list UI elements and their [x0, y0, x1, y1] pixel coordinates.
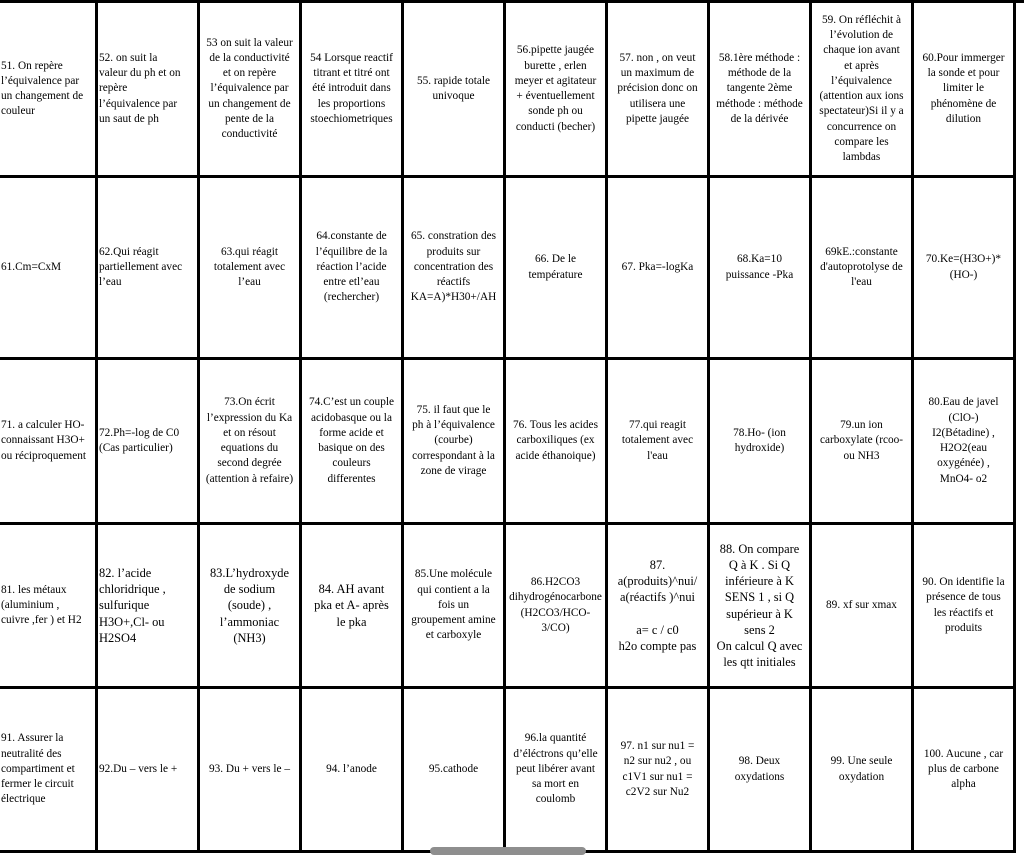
cell-67-text: 67. Pka=-logKa — [621, 260, 694, 273]
cell-76 — [506, 360, 608, 525]
cell-93-text: 93. Du + vers le – — [208, 762, 291, 775]
cell-89 — [812, 525, 914, 689]
cell-61 — [0, 178, 98, 360]
cell-100-text: 100. Aucune , car plus de carbone alpha — [923, 747, 1004, 791]
cell-72 — [98, 360, 200, 525]
cell-88-text: 88. On compare Q à K . Si Q inférieure à K SENS 1 , si Q supérieur à K sens 2 On calcul Q avec les qtt initiales — [716, 542, 803, 669]
cell-78-text: 78.Ho- (ion hydroxide) — [733, 426, 786, 454]
cell-88 — [710, 525, 812, 689]
cell-55-text: 55. rapide totale univoque — [416, 74, 491, 102]
cell-60-text: 60.Pour immerger la sonde et pour limiter le phénomène de dilution — [922, 51, 1005, 125]
cell-73 — [200, 360, 302, 525]
cell-78 — [710, 360, 812, 525]
cell-85-text: 85.Une molécule qui contient a la fois un groupement amine et carboxyle — [411, 568, 496, 642]
cell-70-text: 70.Ke=(H3O+)* (HO-) — [925, 253, 1002, 281]
cell-58 — [710, 3, 812, 178]
cell-51-text: 51. On repère l’équivalence par un changement de couleur — [1, 59, 84, 118]
cell-92-text: 92.Du – vers le + — [99, 762, 178, 775]
cell-58-text: 58.1ère méthode : méthode de la tangente 2ème méthode : méthode de la dérivée — [716, 51, 803, 125]
cell-93 — [200, 689, 302, 853]
cell-60 — [914, 3, 1016, 178]
cell-96 — [506, 689, 608, 853]
cell-66 — [506, 178, 608, 360]
cell-95 — [404, 689, 506, 853]
cell-81-text: 81. les métaux (aluminium , cuivre ,fer ) et H2 — [1, 583, 82, 627]
cell-56-text: 56.pipette jaugée burette , erlen meyer et agitateur + éventuellement sonde ph ou conducti (becher) — [514, 44, 597, 133]
cell-99 — [812, 689, 914, 853]
cell-69-text: 69kE.:constante d'autoprotolyse de l'eau — [820, 245, 903, 289]
cell-96-text: 96.la quantité d’éléctrons qu’elle peut libérer avant sa mort en coulomb — [513, 732, 598, 806]
cell-84-text: 84. AH avant pka et A- après le pka — [314, 582, 389, 629]
cell-67 — [608, 178, 710, 360]
cell-87 — [608, 525, 710, 689]
cell-68-text: 68.Ka=10 puissance -Pka — [725, 253, 794, 281]
cell-69 — [812, 178, 914, 360]
cell-82-text: 82. l’acide chloridrique , sulfurique H3O+,Cl- ou H2SO4 — [99, 566, 166, 645]
cell-81 — [0, 525, 98, 689]
cell-84 — [302, 525, 404, 689]
cell-65-text: 65. constration des produits sur concentration des réactifs KA=A)*H30+/AH — [410, 230, 497, 304]
cell-79 — [812, 360, 914, 525]
cell-79-text: 79.un ion carboxylate (rcoo- ou NH3 — [819, 419, 904, 462]
cell-75 — [404, 360, 506, 525]
cell-61-text: 61.Cm=CxM — [1, 260, 62, 273]
cell-100 — [914, 689, 1016, 853]
cell-51 — [0, 3, 98, 178]
cell-63-text: 63.qui réagit totalement avec l’eau — [213, 245, 286, 289]
cell-64 — [302, 178, 404, 360]
cell-86-text: 86.H2CO3 dihydrogénocarbone (H2CO3/HCO-3/CO) — [509, 576, 602, 634]
cell-83-text: 83.L’hydroxyde de sodium (soude) , l’ammoniac (NH3) — [209, 566, 290, 645]
cell-52-text: 52. on suit la valeur du ph et on repère l’équivalence par un saut de ph — [99, 51, 181, 125]
cell-74-text: 74.C’est un couple acidobasque ou la forme acide et basique on des couleurs differentes — [308, 396, 395, 485]
cell-90-text: 90. On identifie la présence de tous les réactifs et produits — [922, 576, 1005, 634]
cell-94-text: 94. l’anode — [326, 762, 377, 775]
cell-54 — [302, 3, 404, 178]
cell-85 — [404, 525, 506, 689]
cell-59 — [812, 3, 914, 178]
cell-52 — [98, 3, 200, 178]
cell-89-text: 89. xf sur xmax — [826, 598, 897, 611]
cell-62 — [98, 178, 200, 360]
cell-55 — [404, 3, 506, 178]
cell-83 — [200, 525, 302, 689]
cell-73-text: 73.On écrit l’expression du Ka et on résout equations du second degrée (attention à refaire) — [205, 396, 294, 485]
cell-95-text: 95.cathode — [428, 762, 479, 775]
cell-94 — [302, 689, 404, 853]
cell-68 — [710, 178, 812, 360]
cell-56 — [506, 3, 608, 178]
cell-72-text: 72.Ph=-log de C0 (Cas particulier) — [99, 426, 180, 454]
cell-97 — [608, 689, 710, 853]
cell-98-text: 98. Deux oxydations — [734, 755, 785, 783]
cell-90 — [914, 525, 1016, 689]
cell-65 — [404, 178, 506, 360]
cell-59-text: 59. On réfléchit à l’évolution de chaque ion avant et après l’équivalence (attention aux ions spectateur)Si il y a concurrence on compare les lambdas — [819, 13, 904, 163]
cell-64-text: 64.constante de l’équilibre de la réaction l’acide entre etl’eau (rechercher) — [315, 230, 388, 304]
cell-77-text: 77.qui reagit totalement avec l'eau — [621, 419, 694, 462]
cell-54-text: 54 Lorsque reactif titrant et titré ont été introduit dans les proportions stoechiometriques — [310, 51, 393, 125]
cell-74 — [302, 360, 404, 525]
cell-53 — [200, 3, 302, 178]
cell-92 — [98, 689, 200, 853]
cell-57-text: 57. non , on veut un maximum de précision donc on utilisera une pipette jaugée — [617, 51, 698, 125]
cell-66-text: 66. De le température — [528, 253, 583, 281]
cell-80-text: 80.Eau de javel (ClO-) I2(Bétadine) , H2O2(eau oxygénée) , MnO4- o2 — [928, 396, 999, 485]
cell-91-text: 91. Assurer la neutralité des compartiment et fermer le circuit électrique — [1, 732, 75, 806]
cell-77 — [608, 360, 710, 525]
cell-63 — [200, 178, 302, 360]
cell-71 — [0, 360, 98, 525]
cell-62-text: 62.Qui réagit partiellement avec l’eau — [99, 245, 183, 289]
cell-75-text: 75. il faut que le ph à l’équivalence (courbe) correspondant à la zone de virage — [412, 403, 495, 477]
cell-87-text: 87. a(produits)^nui/ a(réactifs )^nui a= c / c0 h2o compte pas — [617, 558, 698, 653]
cell-53-text: 53 on suit la valeur de la conductivité et on repère l’équivalence par un changement de pente de la conductivité — [206, 36, 293, 141]
horizontal-scrollbar-thumb[interactable] — [430, 847, 586, 855]
cell-70 — [914, 178, 1016, 360]
cell-71-text: 71. a calculer HO- connaissant H3O+ ou réciproquement — [1, 419, 87, 462]
cell-80 — [914, 360, 1016, 525]
cell-86 — [506, 525, 608, 689]
cell-91 — [0, 689, 98, 853]
cell-97-text: 97. n1 sur nu1 = n2 sur nu2 , ou c1V1 sur nu1 = c2V2 sur Nu2 — [620, 740, 695, 798]
cell-99-text: 99. Une seule oxydation — [830, 755, 893, 783]
cell-98 — [710, 689, 812, 853]
cell-76-text: 76. Tous les acides carboxiliques (ex acide éthanoique) — [513, 419, 598, 462]
cell-57 — [608, 3, 710, 178]
cell-82 — [98, 525, 200, 689]
